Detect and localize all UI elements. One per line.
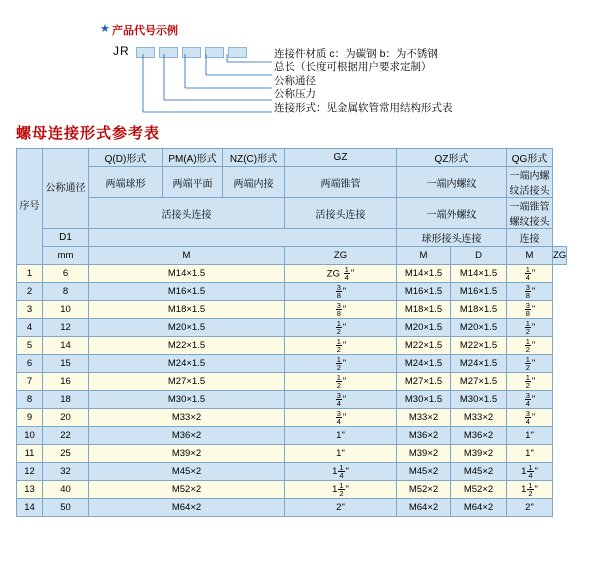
cell-dn: 25 [43,445,89,463]
cell-no: 13 [17,481,43,499]
cell-qz-m: M39×2 [397,445,451,463]
cell-m: M27×1.5 [89,373,285,391]
cell-m: M39×2 [89,445,285,463]
cell-m: M30×1.5 [89,391,285,409]
section-title: 螺母连接形式参考表 [16,125,161,142]
cell-no: 5 [17,337,43,355]
cell-no: 10 [17,427,43,445]
table-row [17,409,567,427]
cell-dn: 14 [43,337,89,355]
cell-qg-m: M18×1.5 [451,301,507,319]
cell-qg-zg: $\frac{3}{8}$ " [507,283,553,301]
header-index-label: 序号 [19,200,40,212]
table-header-row-5 [17,247,567,265]
cell-qz-m: M22×1.5 [397,337,451,355]
legend-item-nominal-bore: 公称通径 [274,74,316,87]
cell-dn: 6 [43,265,89,283]
cell-m: M14×1.5 [89,265,285,283]
header-nominal-bore [43,149,89,229]
cell-qg-zg: $\frac{1}{2}$ " [507,373,553,391]
cell-m: M18×1.5 [89,301,285,319]
cell-zg: $\frac{3}{8}$ " [285,301,397,319]
header-qz: QZ形式 [397,149,507,167]
cell-qg-zg: $\frac{1}{2}$ " [507,337,553,355]
header-qg-connection: 连接 [507,229,553,247]
header-unit-m3: M [507,247,553,265]
cell-m: M33×2 [89,409,285,427]
cell-zg: $\frac{3}{8}$ " [285,283,397,301]
cell-zg: 1" [285,427,397,445]
cell-qg-zg: $\frac{3}{4}$ " [507,409,553,427]
cell-qg-m: M39×2 [451,445,507,463]
cell-qg-m: M14×1.5 [451,265,507,283]
cell-qg-zg: $\frac{1}{2}$ " [507,355,553,373]
cell-dn: 50 [43,499,89,517]
header-unit-m: M [89,247,285,265]
cell-qg-m: M16×1.5 [451,283,507,301]
cell-dn: 40 [43,481,89,499]
cell-dn: 8 [43,283,89,301]
table-header-row-3 [17,198,567,229]
header-pma: PM(A)形式 [163,149,223,167]
table-row [17,355,567,373]
header-qg-sub: 一端内螺纹活接头 [507,167,553,198]
cell-qz-m: M27×1.5 [397,373,451,391]
cell-qg-m: M33×2 [451,409,507,427]
cell-qg-m: M45×2 [451,463,507,481]
table-row [17,391,567,409]
cell-dn: 12 [43,319,89,337]
header-unit-zg: ZG [285,247,397,265]
cell-qg-m: M22×1.5 [451,337,507,355]
table-row [17,499,567,517]
cell-dn: 18 [43,391,89,409]
table-row [17,337,567,355]
table-row [17,373,567,391]
cell-qz-m: M20×1.5 [397,319,451,337]
cell-m: M64×2 [89,499,285,517]
cell-no: 8 [17,391,43,409]
legend-item-nominal-pressure: 公称压力 [274,88,316,101]
header-nominal-bore-label: 公称通径 [45,182,86,194]
cell-zg: 2" [285,499,397,517]
cell-m: M45×2 [89,463,285,481]
cell-qz-m: M52×2 [397,481,451,499]
legend-item-material: 连接件材质 c：为碳钢 b：为不锈钢 [274,48,438,60]
cell-dn: 32 [43,463,89,481]
cell-qg-zg: 2" [507,499,553,517]
cell-qg-zg: 1" [507,427,553,445]
cell-qz-m: M18×1.5 [397,301,451,319]
cell-qg-m: M20×1.5 [451,319,507,337]
header-unit-d: D [451,247,507,265]
cell-qg-m: M52×2 [451,481,507,499]
cell-qz-m: M30×1.5 [397,391,451,409]
cell-qg-m: M30×1.5 [451,391,507,409]
cell-dn: 22 [43,427,89,445]
legend-item-connection-type: 连接形式：见金属软管常用结构形式表 [274,101,453,114]
table-row [17,463,567,481]
cell-dn: 20 [43,409,89,427]
cell-qg-m: M27×1.5 [451,373,507,391]
cell-zg: $\frac{3}{4}$ " [285,391,397,409]
header-qz-ball-joint: 球形接头连接 [397,229,507,247]
nut-connection-table [16,148,567,517]
cell-no: 2 [17,283,43,301]
star-icon: ★ [100,23,110,35]
table-row [17,265,567,283]
cell-dn: 16 [43,373,89,391]
table-row [17,481,567,499]
cell-zg: $\frac{1}{2}$ " [285,373,397,391]
table-row [17,427,567,445]
cell-qz-m: M14×1.5 [397,265,451,283]
cell-no: 14 [17,499,43,517]
table-row [17,319,567,337]
table-row [17,445,567,463]
cell-qg-zg: $\frac{1}{2}$ " [507,319,553,337]
table-row [17,283,567,301]
cell-no: 4 [17,319,43,337]
header-qz-external-thread: 一端外螺纹 [397,198,507,229]
cell-qz-m: M33×2 [397,409,451,427]
table-row [17,301,567,319]
header-qz-sub: 一端内螺纹 [397,167,507,198]
cell-no: 9 [17,409,43,427]
cell-qg-zg: 1" [507,445,553,463]
cell-no: 3 [17,301,43,319]
header-nzc: NZ(C)形式 [223,149,285,167]
cell-qg-zg: $\frac{1}{4}$ " [507,265,553,283]
header-unit-zg2: ZG [553,247,567,265]
cell-qz-m: M64×2 [397,499,451,517]
cell-qg-zg: 1 $\frac{1}{4}$ " [507,463,553,481]
cell-qg-m: M24×1.5 [451,355,507,373]
cell-qg-zg: $\frac{3}{4}$ " [507,391,553,409]
header-gz-union: 活接头连接 [285,198,397,229]
code-prefix: JR [113,44,130,58]
legend-item-length: 总长（长度可根据用户要求定制） [274,61,432,74]
header-qd-sub: 两端球形 [89,167,163,198]
header-nzc-sub: 两端内接 [223,167,285,198]
table-header-row-2 [17,167,567,198]
header-unit-mm: mm [43,247,89,265]
cell-no: 12 [17,463,43,481]
cell-qz-m: M16×1.5 [397,283,451,301]
cell-m: M52×2 [89,481,285,499]
cell-zg: $\frac{3}{4}$ " [285,409,397,427]
header-blank-1 [89,229,397,247]
table-header-row-4 [17,229,567,247]
cell-qz-m: M36×2 [397,427,451,445]
header-gz-sub: 两端锥管 [285,167,397,198]
product-code-diagram [0,0,600,118]
header-d1: D1 [43,229,89,247]
cell-zg: 1" [285,445,397,463]
cell-m: M22×1.5 [89,337,285,355]
cell-no: 11 [17,445,43,463]
table-header-row-1 [17,149,567,167]
cell-zg: $\frac{1}{2}$ " [285,319,397,337]
header-index [17,149,43,265]
header-pma-sub: 两端平面 [163,167,223,198]
cell-zg: 1 $\frac{1}{2}$ " [285,481,397,499]
cell-m: M24×1.5 [89,355,285,373]
cell-qz-m: M24×1.5 [397,355,451,373]
header-qd: Q(D)形式 [89,149,163,167]
header-gz: GZ [285,149,397,167]
header-union-connection: 活接头连接 [89,198,285,229]
cell-no: 6 [17,355,43,373]
cell-qg-zg: $\frac{3}{8}$ " [507,301,553,319]
cell-dn: 15 [43,355,89,373]
cell-no: 1 [17,265,43,283]
diagram-title: 产品代号示例 [112,25,178,37]
cell-dn: 10 [43,301,89,319]
cell-qg-m: M36×2 [451,427,507,445]
cell-zg: 1 $\frac{1}{4}$ " [285,463,397,481]
cell-m: M16×1.5 [89,283,285,301]
cell-zg: ZG $\frac{1}{4}$ " [285,265,397,283]
cell-qg-zg: 1 $\frac{1}{2}$ " [507,481,553,499]
cell-zg: $\frac{1}{2}$ " [285,355,397,373]
cell-qz-m: M45×2 [397,463,451,481]
header-unit-m2: M [397,247,451,265]
diagram-legend [274,48,453,115]
cell-qg-m: M64×2 [451,499,507,517]
cell-m: M36×2 [89,427,285,445]
header-qg: QG形式 [507,149,553,167]
cell-no: 7 [17,373,43,391]
header-qg-taper-thread: 一端锥管螺纹接头 [507,198,553,229]
cell-zg: $\frac{1}{2}$ " [285,337,397,355]
cell-m: M20×1.5 [89,319,285,337]
nut-connection-table-wrap [16,148,567,517]
